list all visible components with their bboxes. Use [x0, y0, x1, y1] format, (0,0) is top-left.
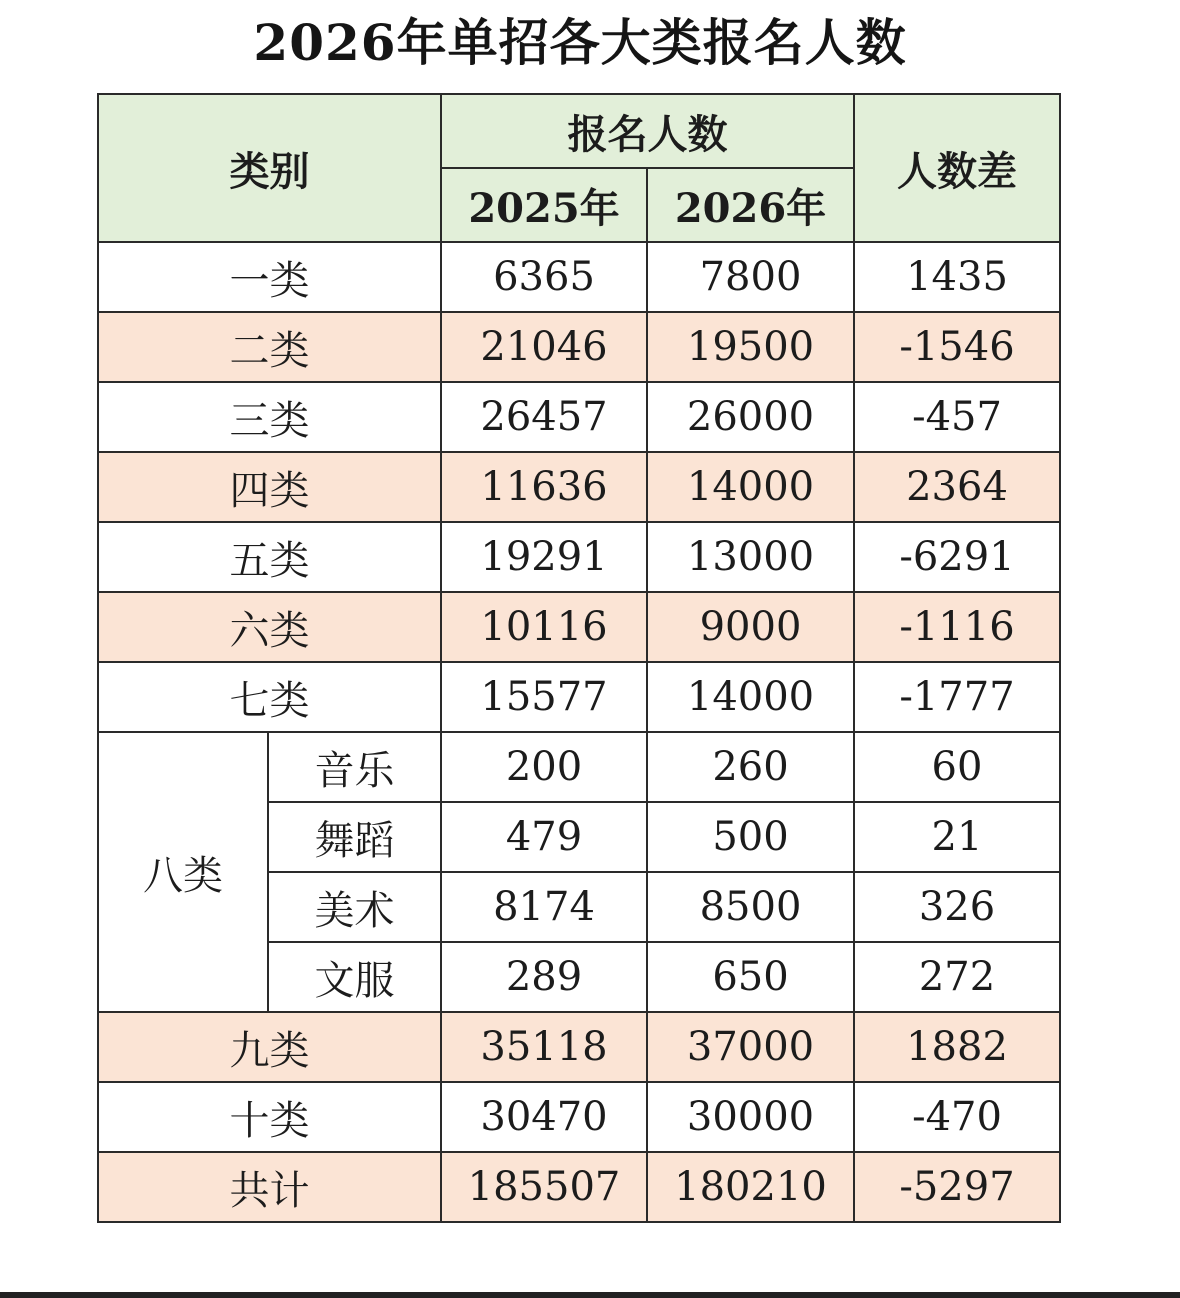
cell-2026: 500 [647, 802, 854, 872]
table-row [98, 312, 1060, 382]
table-row [98, 1082, 1060, 1152]
cell-2026: 650 [647, 942, 854, 1012]
cell-2026: 26000 [647, 382, 854, 452]
cell-diff: -1777 [854, 662, 1060, 732]
row-label: 七类 [98, 662, 441, 732]
cell-diff: 1882 [854, 1012, 1060, 1082]
cell-diff: -470 [854, 1082, 1060, 1152]
cell-diff: 2364 [854, 452, 1060, 522]
row-label: 五类 [98, 522, 441, 592]
header-difference: 人数差 [854, 94, 1060, 242]
cell-2026: 19500 [647, 312, 854, 382]
row-label: 九类 [98, 1012, 441, 1082]
bottom-divider [0, 1292, 1180, 1298]
cell-2026: 14000 [647, 452, 854, 522]
header-row-top [98, 94, 1060, 168]
cell-diff: -1116 [854, 592, 1060, 662]
cell-2025: 6365 [441, 242, 647, 312]
total-2026: 180210 [647, 1152, 854, 1222]
table-row [98, 592, 1060, 662]
table-row [98, 522, 1060, 592]
row-label: 二类 [98, 312, 441, 382]
cell-diff: -1546 [854, 312, 1060, 382]
table-row [98, 382, 1060, 452]
cell-2026: 7800 [647, 242, 854, 312]
subrow-label: 文服 [268, 942, 441, 1012]
header-year-2025: 2025年 [441, 168, 647, 242]
cell-2026: 13000 [647, 522, 854, 592]
cell-2026: 260 [647, 732, 854, 802]
cell-2026: 30000 [647, 1082, 854, 1152]
header-year-2026: 2026年 [647, 168, 854, 242]
page-title: 2026年单招各大类报名人数 [253, 13, 907, 72]
cell-2026: 14000 [647, 662, 854, 732]
cell-2025: 479 [441, 802, 647, 872]
header-registrations: 报名人数 [441, 94, 854, 168]
cell-diff: 326 [854, 872, 1060, 942]
header-category: 类别 [98, 94, 441, 242]
subrow-label: 美术 [268, 872, 441, 942]
total-diff: -5297 [854, 1152, 1060, 1222]
cell-2025: 289 [441, 942, 647, 1012]
cell-2025: 19291 [441, 522, 647, 592]
subrow-label: 舞蹈 [268, 802, 441, 872]
cell-diff: 1435 [854, 242, 1060, 312]
cell-diff: -6291 [854, 522, 1060, 592]
cell-diff: 272 [854, 942, 1060, 1012]
cell-2025: 30470 [441, 1082, 647, 1152]
total-2025: 185507 [441, 1152, 647, 1222]
table-row [98, 452, 1060, 522]
row-label: 十类 [98, 1082, 441, 1152]
cell-2025: 10116 [441, 592, 647, 662]
cell-2025: 8174 [441, 872, 647, 942]
cell-2025: 26457 [441, 382, 647, 452]
cell-2025: 11636 [441, 452, 647, 522]
cell-2025: 200 [441, 732, 647, 802]
cell-2025: 35118 [441, 1012, 647, 1082]
cell-diff: -457 [854, 382, 1060, 452]
total-label: 共计 [98, 1152, 441, 1222]
cell-2026: 9000 [647, 592, 854, 662]
cell-diff: 21 [854, 802, 1060, 872]
table-row [98, 662, 1060, 732]
cell-2026: 8500 [647, 872, 854, 942]
total-row [98, 1152, 1060, 1222]
table-row [98, 1012, 1060, 1082]
cell-2025: 21046 [441, 312, 647, 382]
subrow-label: 音乐 [268, 732, 441, 802]
row-label: 六类 [98, 592, 441, 662]
row-label: 四类 [98, 452, 441, 522]
cell-2026: 37000 [647, 1012, 854, 1082]
row-label: 三类 [98, 382, 441, 452]
cell-2025: 15577 [441, 662, 647, 732]
table-row [98, 732, 1060, 802]
registration-table [97, 93, 1061, 1223]
row-label: 一类 [98, 242, 441, 312]
cell-diff: 60 [854, 732, 1060, 802]
table-row [98, 242, 1060, 312]
group-label-eight: 八类 [98, 732, 268, 1012]
